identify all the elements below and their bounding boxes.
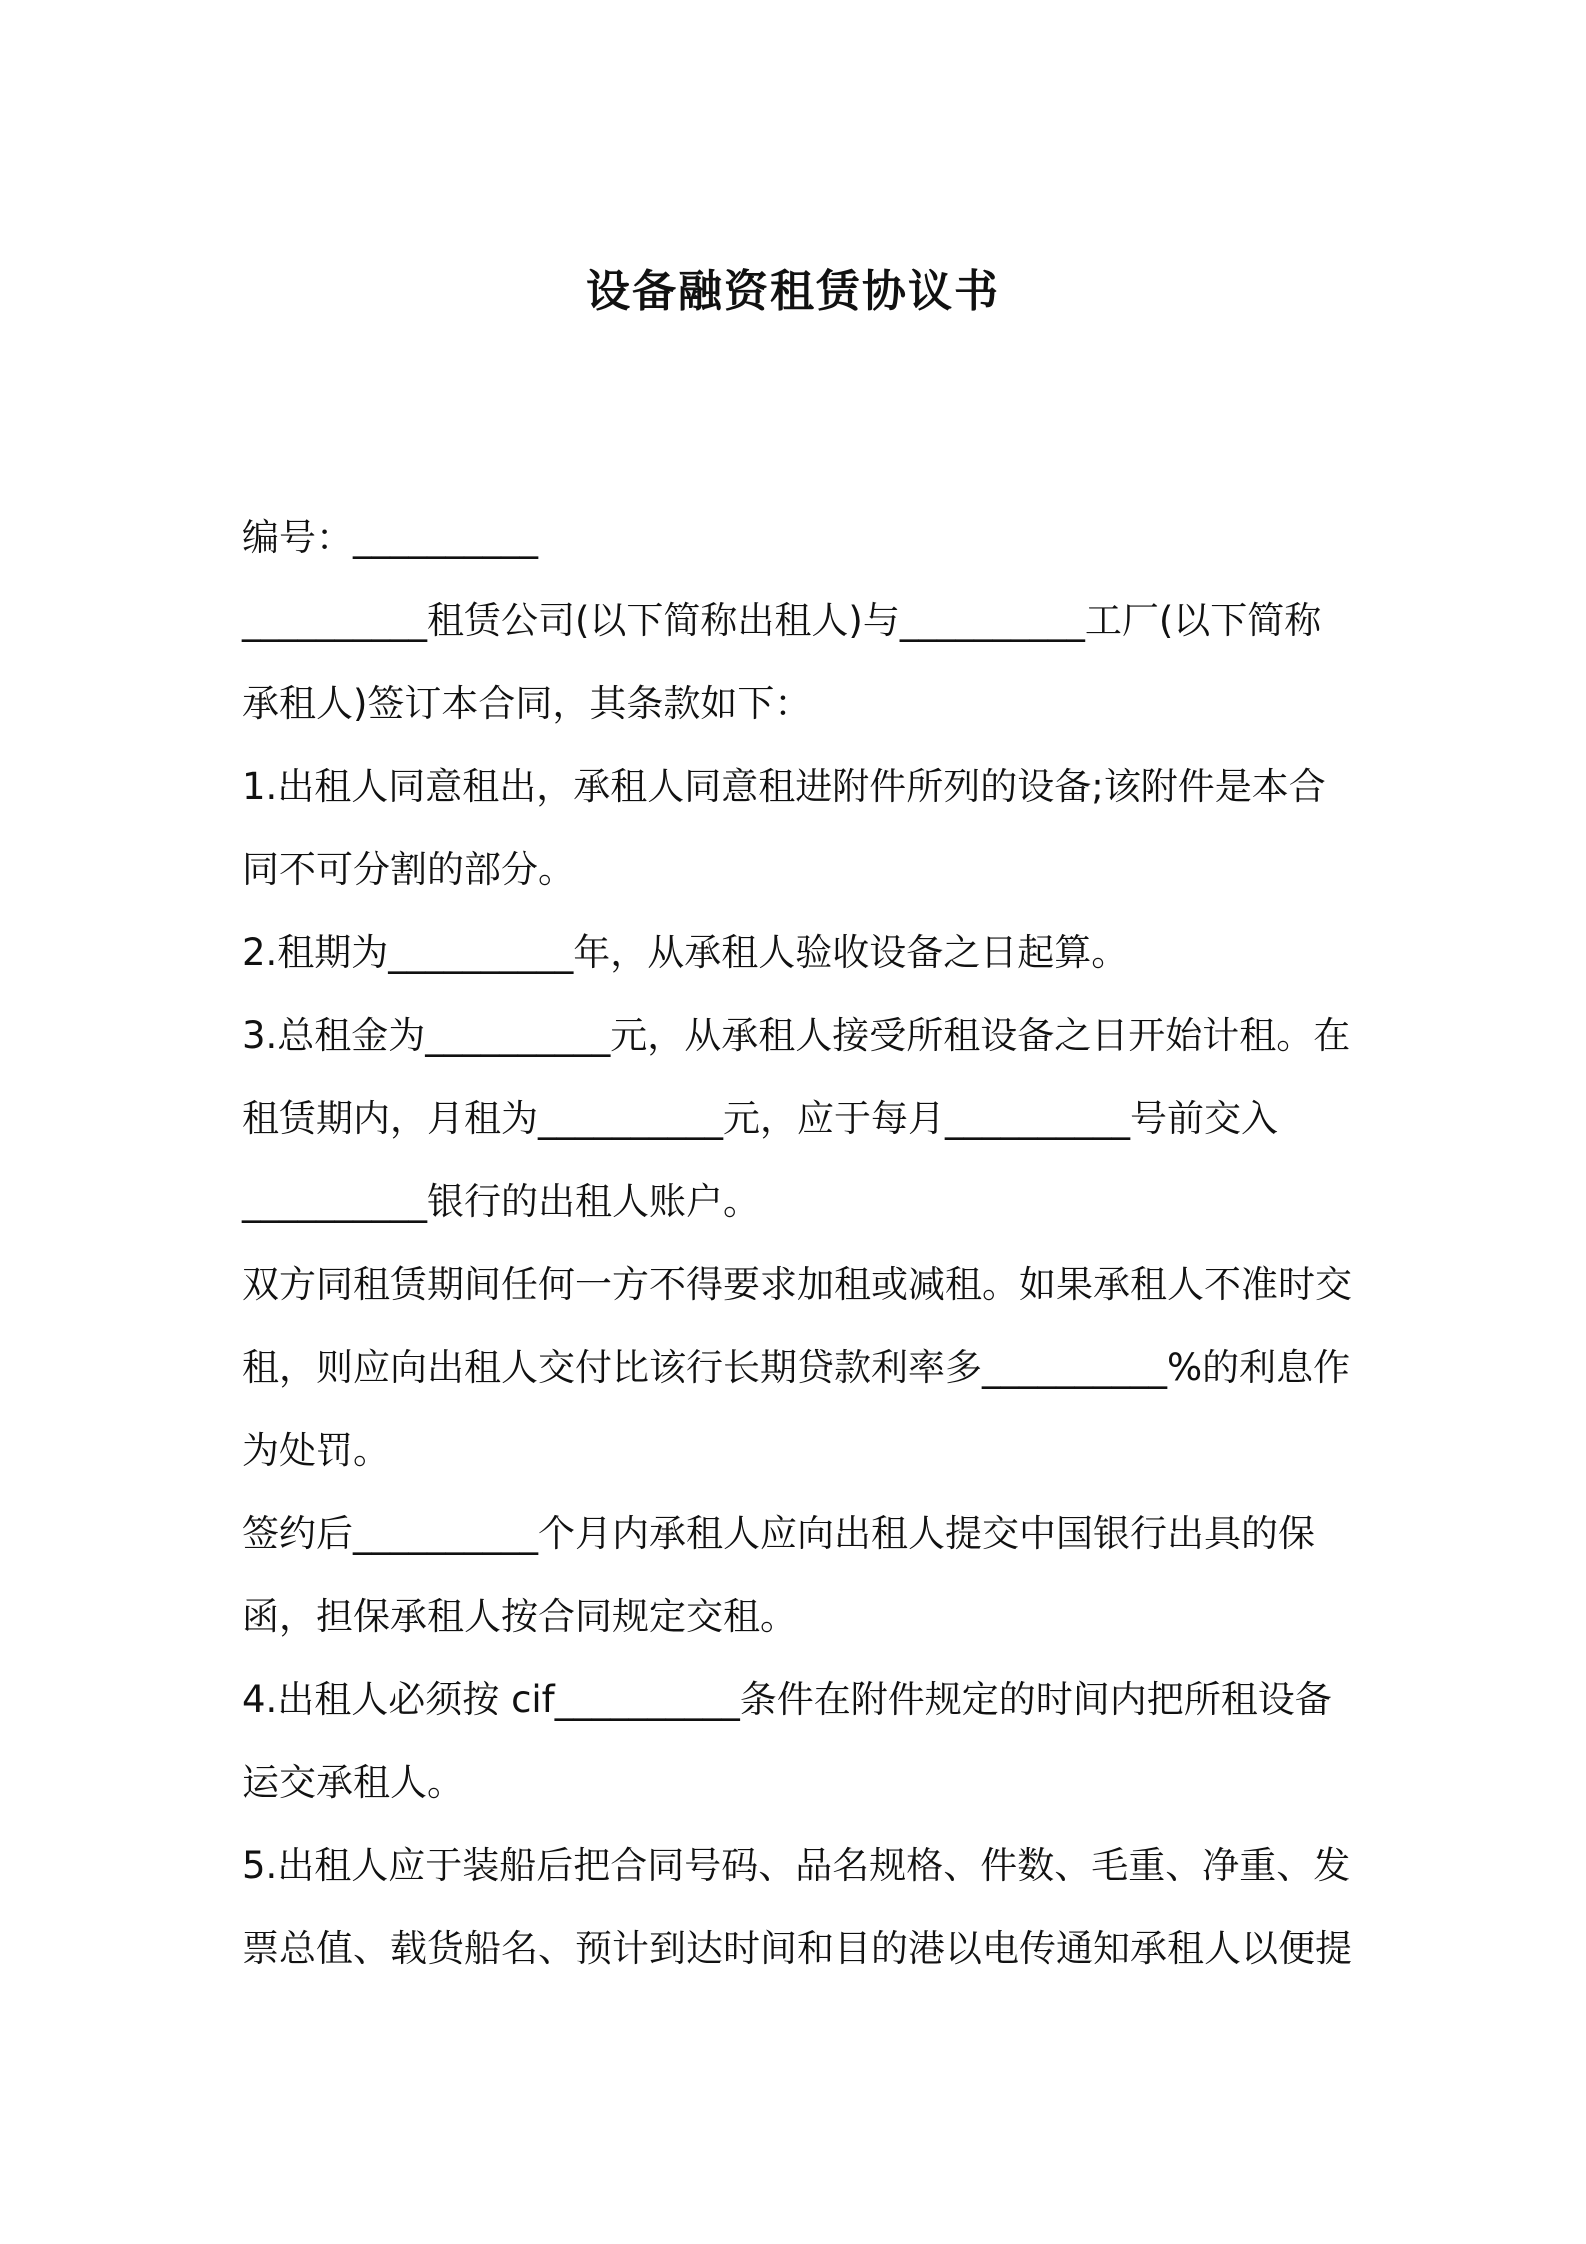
clause-1: 1.出租人同意租出，承租人同意租进附件所列的设备;该附件是本合同不可分割的部分。: [242, 765, 1326, 891]
document-title: 设备融资租赁协议书: [586, 266, 1000, 317]
clause-4: 4.出租人必须按 cif__________条件在附件规定的时间内把所租设备运交承租人。: [242, 1678, 1332, 1804]
clause-5: 5.出租人应于装船后把合同号码、品名规格、件数、毛重、净重、发票总值、载货船名、预计到达时间和目的港以电传通知承租人以便提: [242, 1844, 1352, 1970]
rent-adjustment-paragraph: 双方同租赁期间任何一方不得要求加租或减租。如果承租人不准时交租，则应向出租人交付比该行长期贷款利率多__________%的利息作为处罚。: [242, 1263, 1352, 1472]
clause-3: 3.总租金为__________元，从承租人接受所租设备之日开始计租。在租赁期内，月租为__________元，应于每月__________号前交入__________银行的出租人账户。: [242, 1014, 1351, 1223]
contract-number-line: 编号：__________: [242, 516, 538, 559]
document-body: [242, 496, 1357, 1990]
clause-2: 2.租期为__________年，从承租人验收设备之日起算。: [242, 931, 1129, 974]
parties-paragraph: __________租赁公司(以下简称出租人)与__________工厂(以下简称承租人)签订本合同，其条款如下：: [242, 599, 1322, 725]
guarantee-paragraph: 签约后__________个月内承租人应向出租人提交中国银行出具的保函，担保承租人按合同规定交租。: [242, 1512, 1315, 1638]
